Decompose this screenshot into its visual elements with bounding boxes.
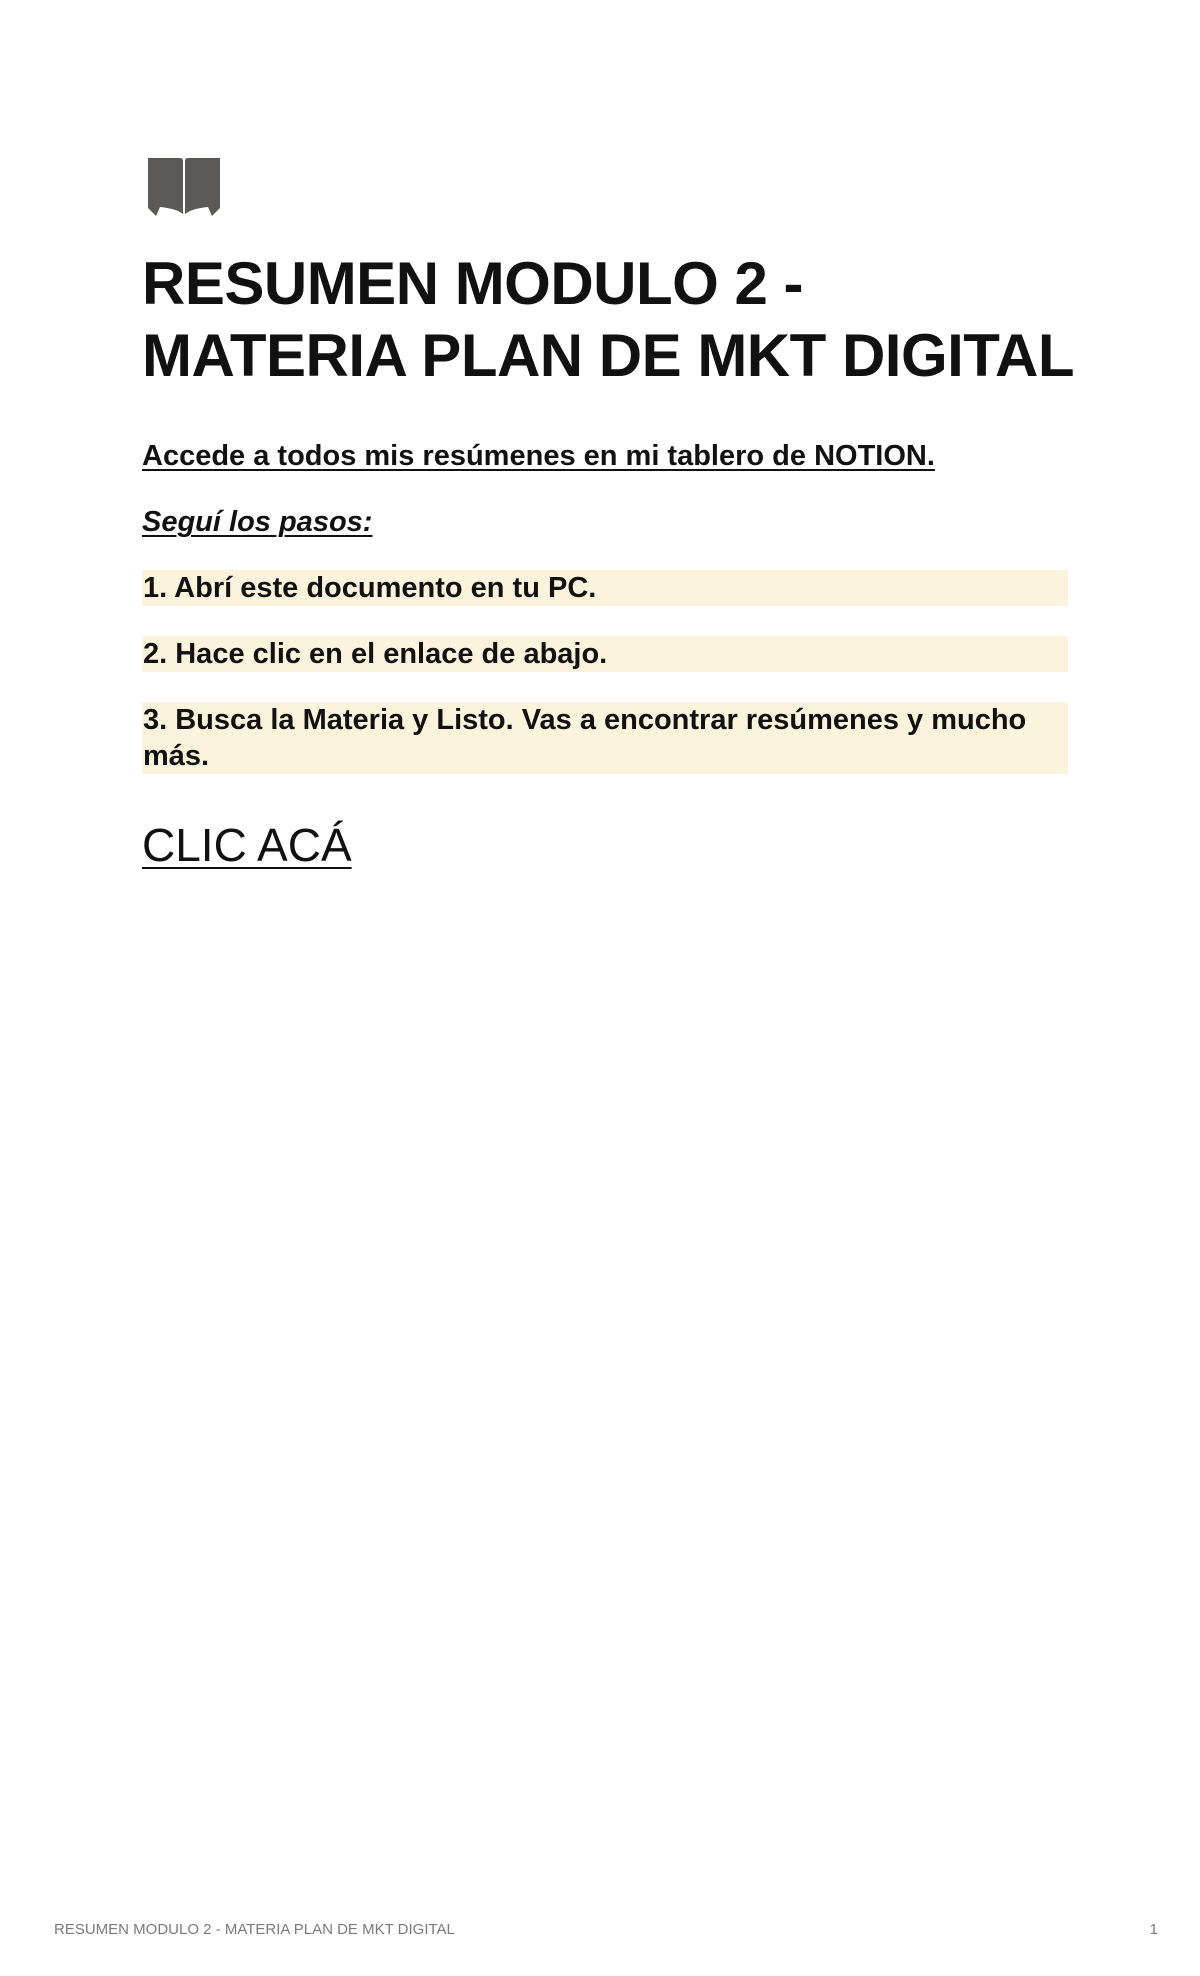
- step-item: [142, 570, 1068, 606]
- step-text: 1. Abrí este documento en tu PC.: [143, 572, 597, 604]
- step-text: 2. Hace clic en el enlace de abajo.: [143, 638, 608, 670]
- notion-board-link[interactable]: Accede a todos mis resúmenes en mi tablero de NOTION.: [142, 440, 935, 472]
- step-text: 3. Busca la Materia y Listo. Vas a encontrar resúmenes y mucho más.: [143, 704, 1027, 772]
- step-item: [142, 636, 1068, 672]
- steps-heading: Seguí los pasos:: [142, 506, 373, 538]
- open-book-icon: [146, 156, 222, 218]
- step-item: [142, 702, 1068, 774]
- footer-document-title: RESUMEN MODULO 2 - MATERIA PLAN DE MKT DIGITAL: [54, 1921, 455, 1938]
- click-here-link[interactable]: CLIC ACÁ: [142, 819, 352, 871]
- page-title: [142, 248, 1082, 392]
- title-line-2: MATERIA PLAN DE MKT DIGITAL: [142, 322, 1074, 389]
- title-line-1: RESUMEN MODULO 2 -: [142, 250, 804, 317]
- footer-page-number: 1: [1149, 1921, 1158, 1938]
